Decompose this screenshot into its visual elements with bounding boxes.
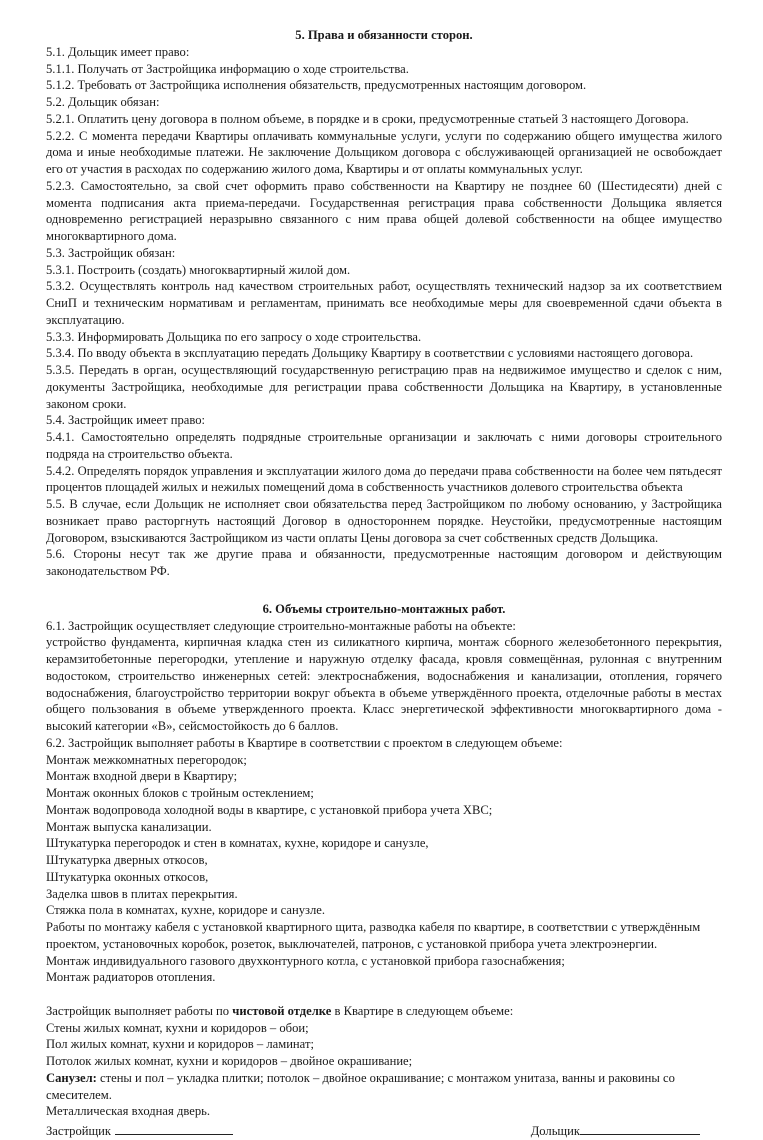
list-item: Металлическая входная дверь. [46, 1104, 211, 1119]
finish-intro-text: в Квартире в следующем объеме: [331, 1003, 514, 1018]
clause: 6.2. Застройщик выполняет работы в Квартире в соответствии с проектом в следующем объеме: [46, 735, 563, 750]
list-item: Работы по монтажу кабеля с установкой квартирного щита, разводка кабеля по квартире, в соответствии с утверждённым проектом, установочных коробок, розеток, выключателей, патронов, с установкой прибора учета электроэнергии. [46, 920, 701, 951]
signature-line [115, 1122, 233, 1135]
list-item: Потолок жилых комнат, кухни и коридоров – двойное окрашивание; [46, 1054, 413, 1068]
bathroom-label: Санузел: [46, 1070, 97, 1085]
clause: 5.3.4. По вводу объекта в эксплуатацию передать Дольщику Квартиру в соответствии с условиями настоящего договора. [46, 346, 694, 361]
list-item: Монтаж межкомнатных перегородок; [46, 752, 247, 767]
spacer [46, 986, 722, 1003]
shareholder-signature [531, 1122, 700, 1140]
clause: 5.4.2. Определять порядок управления и эксплуатации жилого дома до передачи права собственности на более чем пятьдесят процентов площадей жилых и нежилых помещений дома в собственность участников долевого строительства объекта [46, 463, 722, 495]
list-item: Штукатурка перегородок и стен в комнатах, кухне, коридоре и санузле, [46, 836, 429, 851]
signature-block [46, 1122, 722, 1140]
section-6-body [46, 618, 722, 1121]
clause: 5.2.1. Оплатить цену договора в полном объеме, в порядке и в сроки, предусмотренные статьей 3 настоящего Договора. [46, 111, 689, 126]
list-item: Монтаж радиаторов отопления. [46, 970, 216, 985]
clause: 5.2.2. С момента передачи Квартиры оплачивать коммунальные услуги, услуги по содержанию общего имущества жилого дома и иные необходимые платежи. Не заключение Дольщиком договора с обслуживающей организацией не освобождает его от участия в расходах по содержанию жилого дома, Квартиры и от оплаты коммунальных услуг. [46, 128, 722, 176]
list-item: Монтаж выпуска канализации. [46, 819, 212, 834]
clause: 5.1.2. Требовать от Застройщика исполнения обязательств, предусмотренных настоящим договором. [46, 78, 587, 93]
clause: 5.2. Дольщик обязан: [46, 95, 160, 109]
bathroom-item [46, 1070, 722, 1104]
clause: 5.2.3. Самостоятельно, за свой счет оформить право собственности на Квартиру не позднее 60 (Шестидесяти) дней с момента подписания акта приема-передачи. Государственная регистрация права собственности Дольщика является одновременно регистрацией неразрывно связанного с ним права общей долевой собственности на общее имущество многоквартирного дома. [46, 178, 722, 243]
clause: 5.1.1. Получать от Застройщика информацию о ходе строительства. [46, 61, 409, 76]
shareholder-label: Дольщик [530, 1124, 580, 1138]
bathroom-text: стены и пол – укладка плитки; потолок – двойное окрашивание; с монтажом унитаза, ванны и раковины со смесителем. [46, 1070, 675, 1102]
finish-intro-text: Застройщик выполняет работы по [46, 1003, 233, 1018]
signature-line [580, 1122, 700, 1135]
section-5-title: 5. Права и обязанности сторон. [295, 28, 473, 42]
section-5-body [46, 44, 722, 580]
list-item: Стяжка пола в комнатах, кухне, коридоре и санузле. [46, 903, 326, 918]
developer-label: Застройщик [46, 1124, 112, 1138]
list-item: Пол жилых комнат, кухни и коридоров – ламинат; [46, 1037, 314, 1052]
clause: 5.4. Застройщик имеет право: [46, 413, 206, 428]
clause: 5.5. В случае, если Дольщик не исполняет свои обязательства перед Застройщиком по любому основанию, у Застройщика возникает право расторгнуть настоящий Договор в одностороннем порядке. Неустойки, предусмотренные настоящим Договором, взыскиваются Застройщиком из части оплаты Цены договора за счет собственных средств Дольщика. [46, 497, 722, 545]
clause: 5.4.1. Самостоятельно определять подрядные строительные организации и заключать с ними договоры строительного подряда на строительство объекта. [46, 430, 722, 461]
document-page [46, 27, 722, 1140]
clause: 6.1. Застройщик осуществляет следующие строительно-монтажные работы на объекте: [46, 618, 516, 633]
list-item: Штукатурка дверных откосов, [46, 853, 208, 867]
list-item: Монтаж входной двери в Квартиру; [46, 769, 238, 784]
clause: устройство фундамента, кирпичная кладка стен из силикатного кирпича, монтаж сборного железобетонного перекрытия, керамзитобетонные перегородки, утепление и наружную отделку фасада, кровля совмещённая, рулонная с внутренним водостоком, строительство инженерных сетей: электроснабжения, водоснабжения и канализации, отопления, горячего водоснабжения, благоустройство территории вокруг объекта в объеме утверждённого проекта, отделочные работы в местах общего пользования в объеме утвержденного проекта. Класс энергетической эффективности многоквартирного дома - высокий категории «В», сейсмостойкость до 6 баллов. [46, 635, 722, 733]
list-item: Стены жилых комнат, кухни и коридоров – обои; [46, 1020, 309, 1035]
list-item: Монтаж водопровода холодной воды в квартире, с установкой прибора учета ХВС; [46, 802, 493, 817]
clause: 5.6. Стороны несут так же другие права и обязанности, предусмотренные настоящим договором и действующим законодательством РФ. [46, 547, 722, 578]
section-6-title: 6. Объемы строительно-монтажных работ. [262, 601, 506, 616]
list-item: Заделка швов в плитах перекрытия. [46, 886, 238, 901]
spacer [46, 580, 722, 601]
clause: 5.3.1. Построить (создать) многоквартирный жилой дом. [46, 262, 351, 277]
finish-list [46, 1020, 722, 1070]
clause: 5.3.5. Передать в орган, осуществляющий государственную регистрацию прав на недвижимое имущество и сделок с ним, документы Застройщика, необходимые для регистрации права собственности Дольщика на Квартиру, в установленные законом сроки. [46, 363, 722, 411]
finish-intro [46, 1003, 722, 1020]
developer-signature [46, 1122, 233, 1140]
clause: 5.3.3. Информировать Дольщика по его запросу о ходе строительства. [46, 329, 422, 344]
list-item: Монтаж индивидуального газового двухконтурного котла, с установкой прибора газоснабжения; [46, 953, 565, 968]
clause: 5.1. Дольщик имеет право: [46, 44, 190, 59]
finish-intro-bold: чистовой отделке [232, 1003, 332, 1018]
clause: 5.3. Застройщик обязан: [46, 245, 176, 260]
clause: 5.3.2. Осуществлять контроль над качеством строительных работ, осуществлять технический надзор за их соответствием СниП и техническим нормативам и регламентам, принимать все необходимые меры для своевременной сдачи объекта в эксплуатацию. [46, 279, 722, 327]
works-list [46, 752, 722, 987]
list-item: Штукатурка оконных откосов, [46, 869, 209, 884]
list-item: Монтаж оконных блоков с тройным остеклением; [46, 786, 314, 800]
